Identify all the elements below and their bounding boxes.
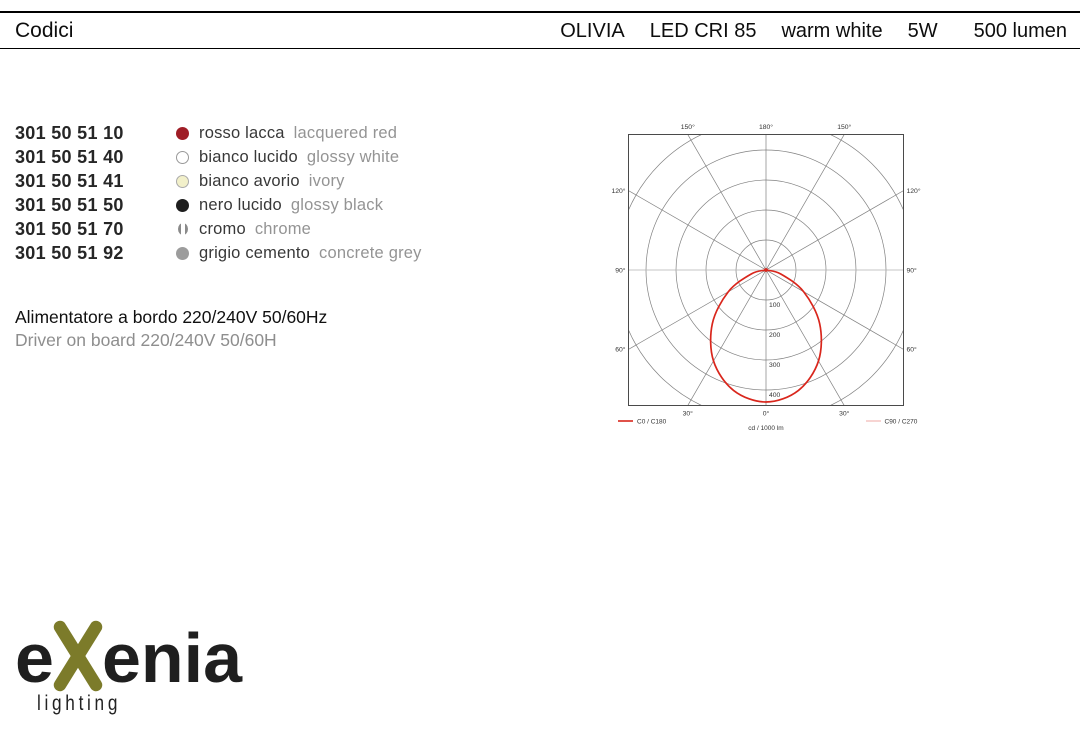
finish-code: 301 50 51 10 <box>15 122 124 143</box>
spec-wattage: 5W <box>907 20 938 42</box>
finish-code: 301 50 51 41 <box>15 170 124 191</box>
spec-lumen: 500 lumen <box>973 20 1067 42</box>
logo-tagline: lighting <box>37 692 122 715</box>
finish-code: 301 50 51 50 <box>15 194 124 215</box>
svg-text:60°: 60° <box>615 346 626 354</box>
header-product-specs <box>560 20 1067 43</box>
color-swatch-white-icon <box>176 151 189 164</box>
finish-name-en: ivory <box>308 171 345 190</box>
finish-code: 301 50 51 70 <box>15 218 124 239</box>
svg-text:300: 300 <box>769 362 781 369</box>
svg-text:200: 200 <box>769 332 781 339</box>
finish-name-en: concrete grey <box>319 243 422 262</box>
brand-logo <box>15 616 242 716</box>
finish-row <box>15 241 422 265</box>
svg-text:400: 400 <box>769 392 781 399</box>
logo-wordmark <box>15 616 242 700</box>
logo-word-suffix: enia <box>101 619 243 697</box>
logo-x-icon <box>51 618 105 694</box>
polar-diagram-svg <box>600 100 940 445</box>
color-swatch-grey-icon <box>176 247 189 260</box>
spec-color-temp: warm white <box>781 20 883 42</box>
svg-text:120°: 120° <box>611 187 626 195</box>
svg-text:180°: 180° <box>758 124 774 131</box>
finish-code: 301 50 51 92 <box>15 242 124 263</box>
driver-note <box>15 306 327 351</box>
finish-name-it: bianco lucido <box>199 147 298 166</box>
finish-row <box>15 145 422 169</box>
svg-text:90°: 90° <box>615 267 626 275</box>
svg-text:30°: 30° <box>839 410 850 418</box>
finish-name-it: grigio cemento <box>199 243 311 262</box>
svg-text:cd / 1000 lm: cd / 1000 lm <box>748 424 784 432</box>
logo-word-prefix: e <box>15 619 54 697</box>
finish-name-en: lacquered red <box>293 123 398 142</box>
photometric-polar-chart <box>600 100 940 445</box>
svg-text:C0 / C180: C0 / C180 <box>637 418 667 426</box>
finish-name-it: bianco avorio <box>199 171 300 190</box>
finish-name-en: glossy white <box>306 147 400 166</box>
header-top-rule <box>0 11 1080 13</box>
color-swatch-black-icon <box>176 199 189 212</box>
svg-text:100: 100 <box>769 302 781 309</box>
finish-codes-list <box>15 121 422 265</box>
spec-led: LED CRI 85 <box>649 20 757 42</box>
driver-note-it: Alimentatore a bordo 220/240V 50/60Hz <box>15 307 328 327</box>
finish-name-en: glossy black <box>290 195 384 214</box>
finish-row <box>15 169 422 193</box>
svg-text:150°: 150° <box>680 124 695 131</box>
finish-row <box>15 193 422 217</box>
svg-text:120°: 120° <box>906 187 921 195</box>
product-name: OLIVIA <box>560 20 625 42</box>
header-bottom-rule <box>0 48 1080 49</box>
svg-text:30°: 30° <box>682 410 693 418</box>
driver-note-en: Driver on board 220/240V 50/60H <box>15 329 277 350</box>
finish-row <box>15 217 422 241</box>
svg-text:C90 / C270: C90 / C270 <box>884 418 918 426</box>
finish-code: 301 50 51 40 <box>15 146 124 167</box>
color-swatch-ivory-icon <box>176 175 189 188</box>
finish-name-en: chrome <box>254 219 312 238</box>
finish-name-it: cromo <box>199 219 246 238</box>
finish-name-it: nero lucido <box>199 195 282 214</box>
svg-text:90°: 90° <box>906 267 917 275</box>
color-swatch-red-icon <box>176 127 189 140</box>
finish-name-it: rosso lacca <box>199 123 285 142</box>
color-swatch-chrome-icon <box>178 223 188 235</box>
page-title: Codici <box>15 19 74 42</box>
svg-text:60°: 60° <box>906 346 917 354</box>
svg-text:150°: 150° <box>837 124 852 131</box>
svg-text:0°: 0° <box>762 410 770 418</box>
finish-row <box>15 121 422 145</box>
